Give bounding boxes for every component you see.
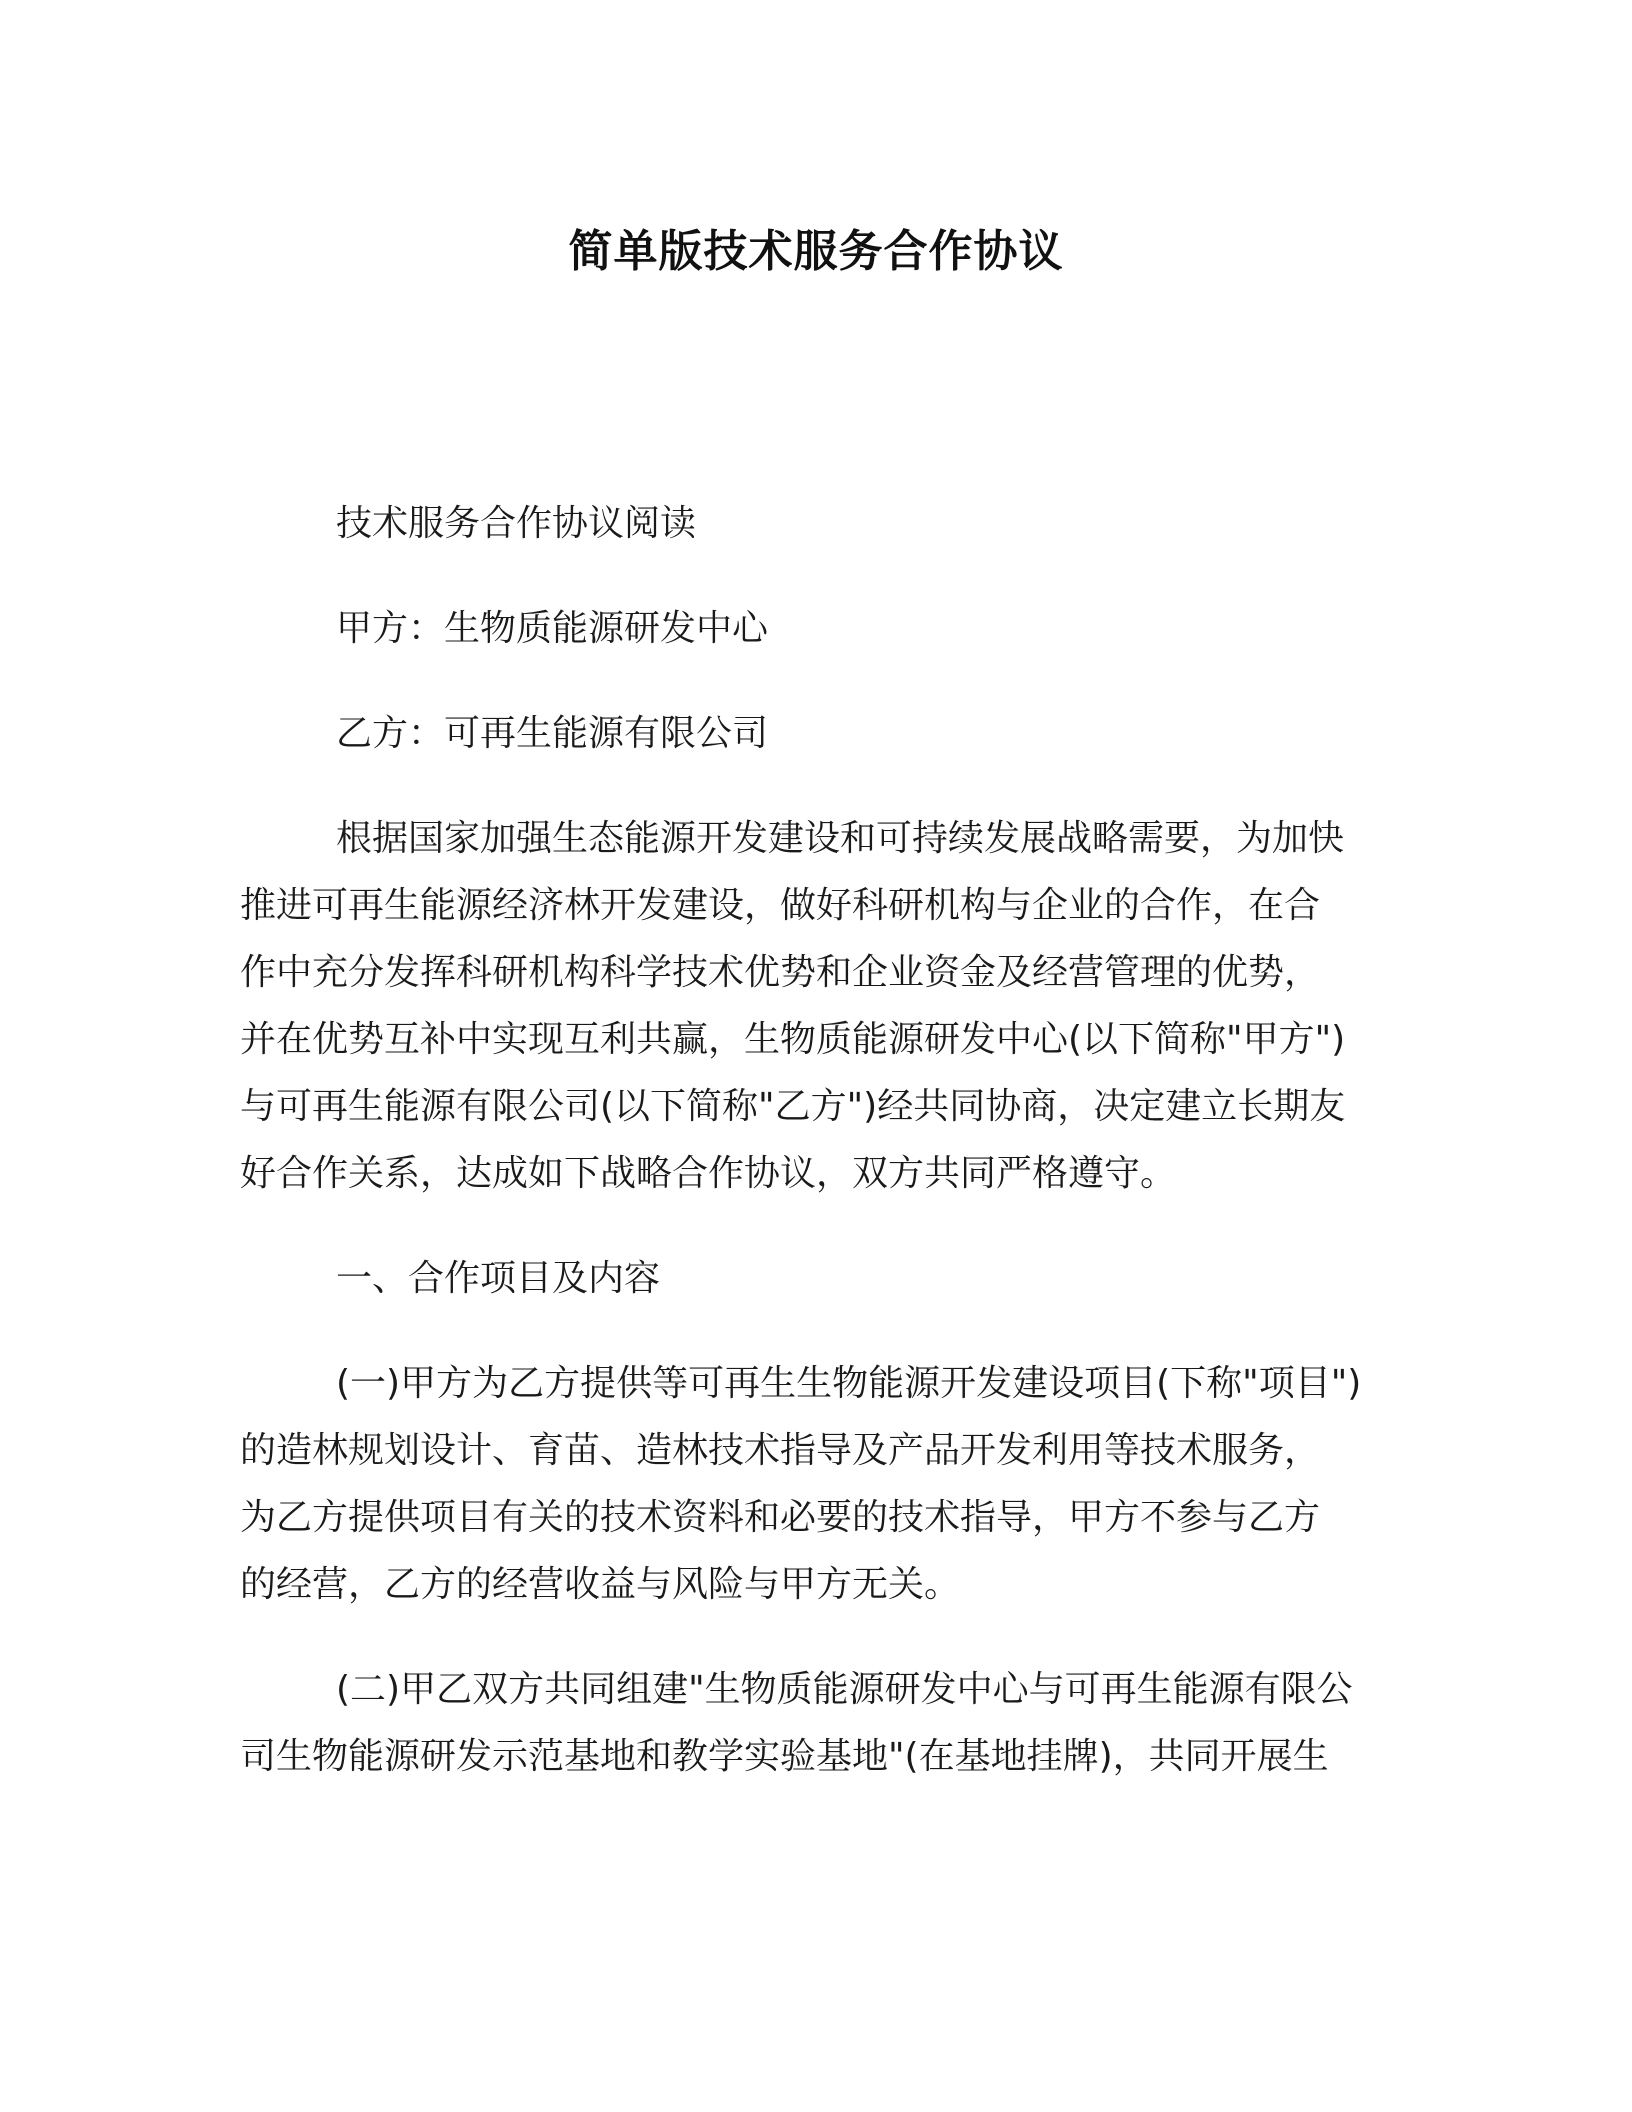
document-title: 简单版技术服务合作协议 — [568, 226, 1064, 277]
paragraph-line: 为乙方提供项目有关的技术资料和必要的技术指导，甲方不参与乙方 — [240, 1497, 1321, 1538]
paragraph-line: 的造林规划设计、育苗、造林技术指导及产品开发利用等技术服务， — [240, 1430, 1321, 1471]
party-b: 乙方：可再生能源有限公司 — [336, 713, 769, 754]
document-body — [240, 490, 1386, 1790]
clause-paragraph — [240, 1350, 1386, 1618]
paragraph-line: (二)甲乙双方共同组建"生物质能源研发中心与可再生能源有限公 — [336, 1669, 1353, 1710]
document-subtitle: 技术服务合作协议阅读 — [336, 503, 697, 544]
preamble-paragraph — [240, 805, 1386, 1207]
paragraph-line: 推进可再生能源经济林开发建设，做好科研机构与企业的合作，在合 — [240, 885, 1321, 926]
paragraph-line: (一)甲方为乙方提供等可再生生物能源开发建设项目(下称"项目") — [336, 1363, 1362, 1404]
paragraph-line: 好合作关系，达成如下战略合作协议，双方共同严格遵守。 — [240, 1153, 1177, 1194]
paragraph-line: 根据国家加强生态能源开发建设和可持续发展战略需要，为加快 — [336, 818, 1345, 859]
paragraph-line: 司生物能源研发示范基地和教学实验基地"(在基地挂牌)，共同开展生 — [240, 1736, 1329, 1777]
party-a: 甲方：生物质能源研发中心 — [336, 608, 769, 649]
paragraph-line: 作中充分发挥科研机构科学技术优势和企业资金及经营管理的优势， — [240, 952, 1321, 993]
paragraph-line: 与可再生能源有限公司(以下简称"乙方")经共同协商，决定建立长期友 — [240, 1086, 1346, 1127]
paragraph-line: 的经营，乙方的经营收益与风险与甲方无关。 — [240, 1564, 961, 1605]
paragraph-line: 并在优势互补中实现互利共赢，生物质能源研发中心(以下简称"甲方") — [240, 1019, 1346, 1060]
section-heading: 一、合作项目及内容 — [336, 1258, 661, 1299]
clause-paragraph — [240, 1656, 1386, 1790]
